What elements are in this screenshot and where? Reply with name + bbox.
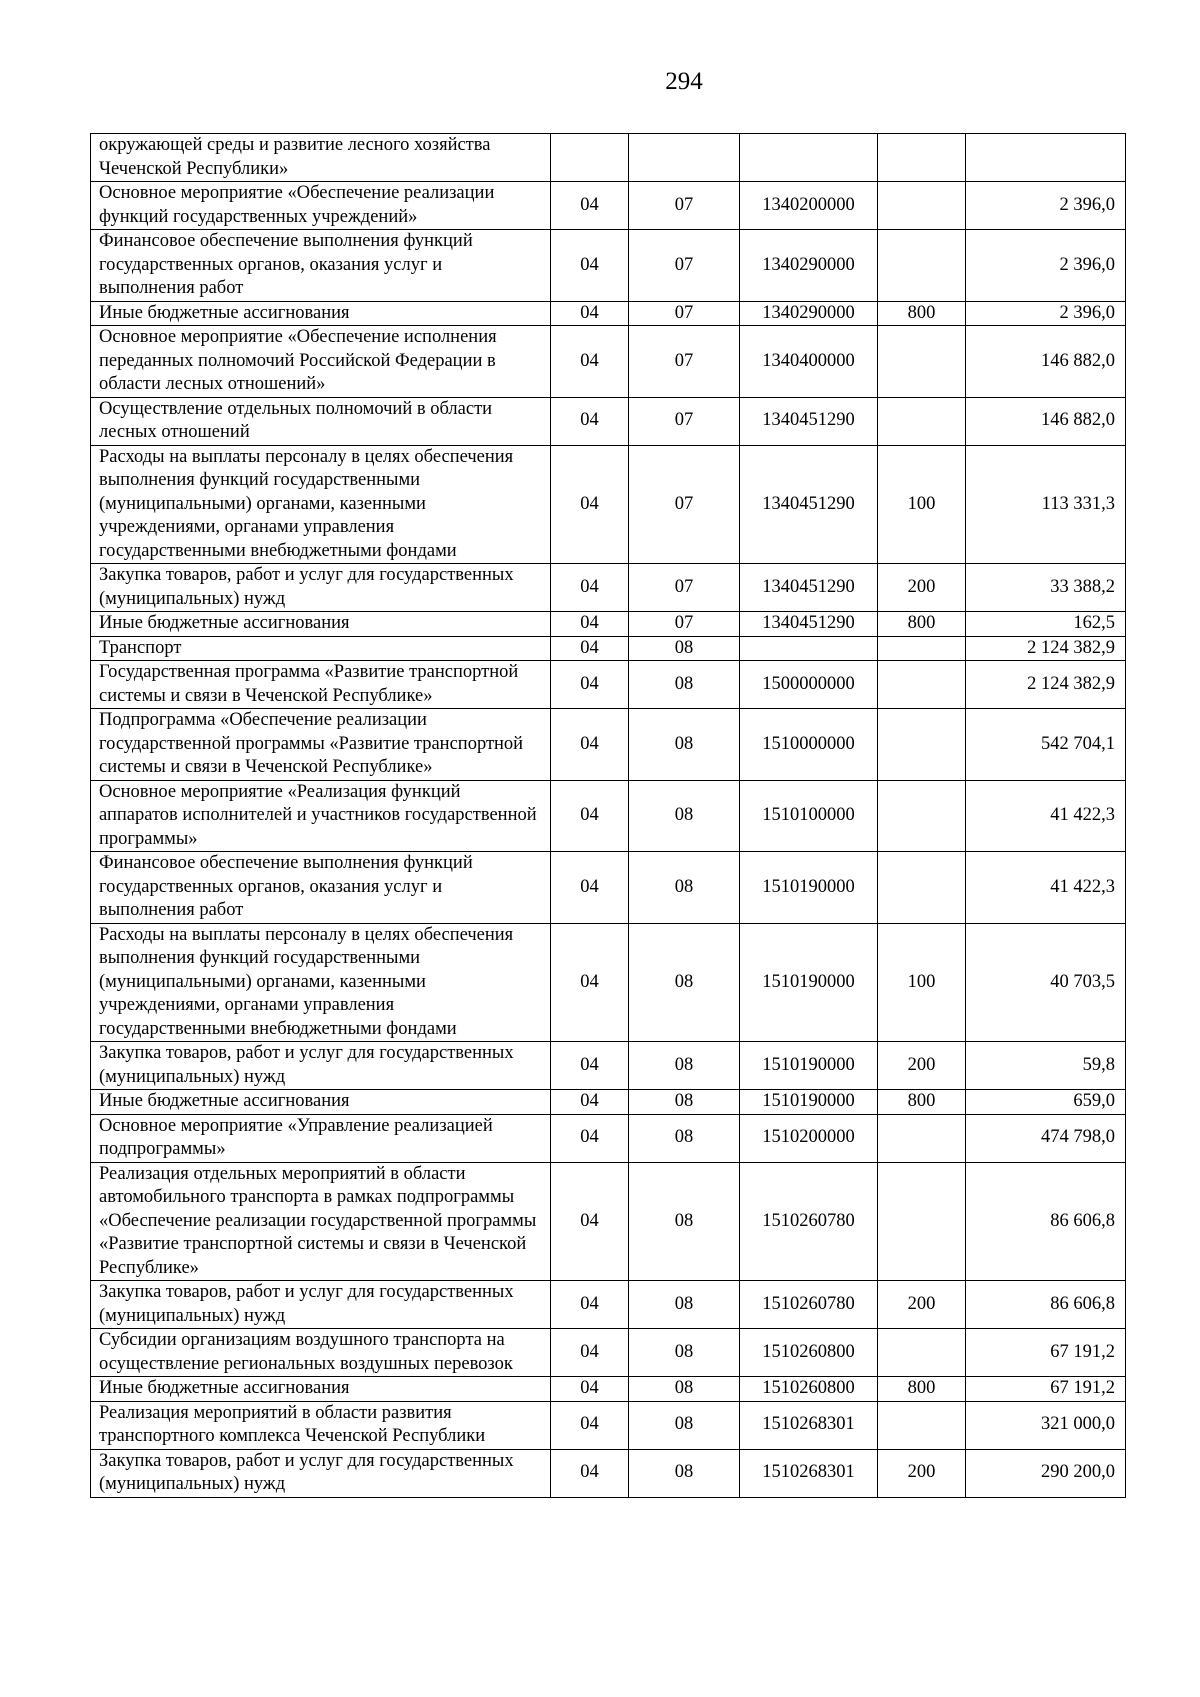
- item-name-cell: Иные бюджетные ассигнования: [91, 301, 551, 326]
- amount-cell: 2 124 382,9: [966, 661, 1126, 709]
- target-article-cell: 1340290000: [740, 230, 878, 302]
- amount-cell: 59,8: [966, 1042, 1126, 1090]
- amount-cell: 86 606,8: [966, 1281, 1126, 1329]
- expense-type-cell: 200: [878, 1449, 966, 1497]
- item-name-cell: Закупка товаров, работ и услуг для государственных (муниципальных) нужд: [91, 1449, 551, 1497]
- expense-type-cell: [878, 1162, 966, 1281]
- expense-type-cell: [878, 636, 966, 661]
- section-code-cell: 04: [551, 709, 629, 781]
- expense-type-cell: [878, 182, 966, 230]
- target-article-cell: 1510190000: [740, 852, 878, 924]
- amount-cell: 146 882,0: [966, 326, 1126, 398]
- item-name-cell: Финансовое обеспечение выполнения функций государственных органов, оказания услуг и выполнения работ: [91, 230, 551, 302]
- amount-cell: 290 200,0: [966, 1449, 1126, 1497]
- table-row: [91, 182, 1126, 230]
- expense-type-cell: [878, 852, 966, 924]
- item-name-cell: Финансовое обеспечение выполнения функций государственных органов, оказания услуг и выполнения работ: [91, 852, 551, 924]
- item-name-cell: Закупка товаров, работ и услуг для государственных (муниципальных) нужд: [91, 1042, 551, 1090]
- section-code-cell: 04: [551, 1042, 629, 1090]
- subsection-code-cell: 08: [629, 1162, 740, 1281]
- amount-cell: 659,0: [966, 1090, 1126, 1115]
- item-name-cell: Иные бюджетные ассигнования: [91, 1090, 551, 1115]
- subsection-code-cell: 08: [629, 923, 740, 1042]
- section-code-cell: 04: [551, 923, 629, 1042]
- target-article-cell: 1340451290: [740, 612, 878, 637]
- section-code-cell: 04: [551, 1090, 629, 1115]
- target-article-cell: 1340451290: [740, 445, 878, 564]
- item-name-cell: Подпрограмма «Обеспечение реализации государственной программы «Развитие транспортной системы и связи в Чеченской Республике»: [91, 709, 551, 781]
- table-row: [91, 1162, 1126, 1281]
- budget-table: [90, 133, 1126, 1498]
- amount-cell: 2 396,0: [966, 230, 1126, 302]
- item-name-cell: Реализация отдельных мероприятий в области автомобильного транспорта в рамках подпрограммы «Обеспечение реализации государственной программы «Развитие транспортной системы и связи в Чеченской Республике»: [91, 1162, 551, 1281]
- expense-type-cell: [878, 780, 966, 852]
- amount-cell: 113 331,3: [966, 445, 1126, 564]
- section-code-cell: 04: [551, 1162, 629, 1281]
- subsection-code-cell: 08: [629, 1401, 740, 1449]
- target-article-cell: 1510260780: [740, 1281, 878, 1329]
- item-name-cell: Закупка товаров, работ и услуг для государственных (муниципальных) нужд: [91, 564, 551, 612]
- section-code-cell: 04: [551, 1401, 629, 1449]
- item-name-cell: Расходы на выплаты персоналу в целях обеспечения выполнения функций государственными (муниципальными) органами, казенными учреждениями, органами управления государственными внебюджетными фондами: [91, 445, 551, 564]
- target-article-cell: 1340400000: [740, 326, 878, 398]
- expense-type-cell: [878, 661, 966, 709]
- section-code-cell: 04: [551, 1449, 629, 1497]
- table-row: [91, 1281, 1126, 1329]
- table-row: [91, 564, 1126, 612]
- subsection-code-cell: 07: [629, 182, 740, 230]
- section-code-cell: 04: [551, 612, 629, 637]
- table-row: [91, 326, 1126, 398]
- subsection-code-cell: 08: [629, 1377, 740, 1402]
- expense-type-cell: 800: [878, 301, 966, 326]
- section-code-cell: 04: [551, 852, 629, 924]
- expense-type-cell: [878, 709, 966, 781]
- expense-type-cell: [878, 134, 966, 182]
- target-article-cell: 1510260800: [740, 1329, 878, 1377]
- expense-type-cell: 800: [878, 1377, 966, 1402]
- target-article-cell: 1510190000: [740, 923, 878, 1042]
- target-article-cell: 1510190000: [740, 1042, 878, 1090]
- subsection-code-cell: 07: [629, 397, 740, 445]
- subsection-code-cell: 07: [629, 301, 740, 326]
- section-code-cell: 04: [551, 1329, 629, 1377]
- table-row: [91, 445, 1126, 564]
- subsection-code-cell: [629, 134, 740, 182]
- section-code-cell: 04: [551, 564, 629, 612]
- amount-cell: 41 422,3: [966, 852, 1126, 924]
- page-number: 294: [665, 68, 703, 95]
- item-name-cell: Государственная программа «Развитие транспортной системы и связи в Чеченской Республике»: [91, 661, 551, 709]
- amount-cell: 474 798,0: [966, 1114, 1126, 1162]
- item-name-cell: Основное мероприятие «Обеспечение исполнения переданных полномочий Российской Федерации в области лесных отношений»: [91, 326, 551, 398]
- amount-cell: [966, 134, 1126, 182]
- table-row: [91, 852, 1126, 924]
- table-row: [91, 1042, 1126, 1090]
- target-article-cell: 1510268301: [740, 1449, 878, 1497]
- target-article-cell: 1510100000: [740, 780, 878, 852]
- section-code-cell: 04: [551, 636, 629, 661]
- amount-cell: 2 124 382,9: [966, 636, 1126, 661]
- table-row: [91, 1090, 1126, 1115]
- subsection-code-cell: 08: [629, 1329, 740, 1377]
- target-article-cell: 1500000000: [740, 661, 878, 709]
- expense-type-cell: [878, 230, 966, 302]
- item-name-cell: Основное мероприятие «Управление реализацией подпрограммы»: [91, 1114, 551, 1162]
- item-name-cell: Транспорт: [91, 636, 551, 661]
- amount-cell: 33 388,2: [966, 564, 1126, 612]
- subsection-code-cell: 07: [629, 564, 740, 612]
- target-article-cell: 1340290000: [740, 301, 878, 326]
- item-name-cell: окружающей среды и развитие лесного хозяйства Чеченской Республики»: [91, 134, 551, 182]
- amount-cell: 40 703,5: [966, 923, 1126, 1042]
- expense-type-cell: 800: [878, 612, 966, 637]
- section-code-cell: 04: [551, 397, 629, 445]
- subsection-code-cell: 08: [629, 1114, 740, 1162]
- amount-cell: 542 704,1: [966, 709, 1126, 781]
- table-row: [91, 1449, 1126, 1497]
- subsection-code-cell: 08: [629, 780, 740, 852]
- subsection-code-cell: 08: [629, 1281, 740, 1329]
- table-row: [91, 134, 1126, 182]
- table-row: [91, 1401, 1126, 1449]
- subsection-code-cell: 07: [629, 612, 740, 637]
- table-row: [91, 230, 1126, 302]
- subsection-code-cell: 08: [629, 1449, 740, 1497]
- amount-cell: 162,5: [966, 612, 1126, 637]
- target-article-cell: 1340200000: [740, 182, 878, 230]
- item-name-cell: Реализация мероприятий в области развития транспортного комплекса Чеченской Республики: [91, 1401, 551, 1449]
- expense-type-cell: [878, 1114, 966, 1162]
- table-body: [91, 134, 1126, 1498]
- item-name-cell: Осуществление отдельных полномочий в области лесных отношений: [91, 397, 551, 445]
- subsection-code-cell: 08: [629, 1042, 740, 1090]
- table-row: [91, 780, 1126, 852]
- expense-type-cell: 200: [878, 1042, 966, 1090]
- target-article-cell: 1340451290: [740, 397, 878, 445]
- amount-cell: 2 396,0: [966, 301, 1126, 326]
- amount-cell: 67 191,2: [966, 1377, 1126, 1402]
- target-article-cell: 1510000000: [740, 709, 878, 781]
- target-article-cell: [740, 134, 878, 182]
- table-row: [91, 612, 1126, 637]
- target-article-cell: 1340451290: [740, 564, 878, 612]
- amount-cell: 2 396,0: [966, 182, 1126, 230]
- table-row: [91, 397, 1126, 445]
- item-name-cell: Основное мероприятие «Обеспечение реализации функций государственных учреждений»: [91, 182, 551, 230]
- item-name-cell: Расходы на выплаты персоналу в целях обеспечения выполнения функций государственными (муниципальными) органами, казенными учреждениями, органами управления государственными внебюджетными фондами: [91, 923, 551, 1042]
- section-code-cell: [551, 134, 629, 182]
- amount-cell: 146 882,0: [966, 397, 1126, 445]
- subsection-code-cell: 08: [629, 852, 740, 924]
- subsection-code-cell: 08: [629, 1090, 740, 1115]
- table-row: [91, 923, 1126, 1042]
- item-name-cell: Закупка товаров, работ и услуг для государственных (муниципальных) нужд: [91, 1281, 551, 1329]
- amount-cell: 321 000,0: [966, 1401, 1126, 1449]
- section-code-cell: 04: [551, 301, 629, 326]
- expense-type-cell: 200: [878, 564, 966, 612]
- amount-cell: 41 422,3: [966, 780, 1126, 852]
- item-name-cell: Основное мероприятие «Реализация функций аппаратов исполнителей и участников государственной программы»: [91, 780, 551, 852]
- section-code-cell: 04: [551, 780, 629, 852]
- expense-type-cell: [878, 1329, 966, 1377]
- section-code-cell: 04: [551, 661, 629, 709]
- amount-cell: 86 606,8: [966, 1162, 1126, 1281]
- subsection-code-cell: 07: [629, 445, 740, 564]
- table-row: [91, 1114, 1126, 1162]
- item-name-cell: Субсидии организациям воздушного транспорта на осуществление региональных воздушных перевозок: [91, 1329, 551, 1377]
- section-code-cell: 04: [551, 1114, 629, 1162]
- table-row: [91, 1329, 1126, 1377]
- section-code-cell: 04: [551, 1377, 629, 1402]
- subsection-code-cell: 07: [629, 326, 740, 398]
- subsection-code-cell: 08: [629, 661, 740, 709]
- expense-type-cell: [878, 1401, 966, 1449]
- table-row: [91, 661, 1126, 709]
- table-row: [91, 1377, 1126, 1402]
- section-code-cell: 04: [551, 230, 629, 302]
- amount-cell: 67 191,2: [966, 1329, 1126, 1377]
- expense-type-cell: 100: [878, 445, 966, 564]
- target-article-cell: 1510260780: [740, 1162, 878, 1281]
- section-code-cell: 04: [551, 445, 629, 564]
- table-row: [91, 709, 1126, 781]
- section-code-cell: 04: [551, 182, 629, 230]
- table-row: [91, 301, 1126, 326]
- item-name-cell: Иные бюджетные ассигнования: [91, 612, 551, 637]
- target-article-cell: 1510260800: [740, 1377, 878, 1402]
- expense-type-cell: 200: [878, 1281, 966, 1329]
- item-name-cell: Иные бюджетные ассигнования: [91, 1377, 551, 1402]
- subsection-code-cell: 07: [629, 230, 740, 302]
- table-row: [91, 636, 1126, 661]
- expense-type-cell: [878, 326, 966, 398]
- target-article-cell: 1510190000: [740, 1090, 878, 1115]
- expense-type-cell: [878, 397, 966, 445]
- target-article-cell: 1510200000: [740, 1114, 878, 1162]
- subsection-code-cell: 08: [629, 636, 740, 661]
- target-article-cell: [740, 636, 878, 661]
- expense-type-cell: 800: [878, 1090, 966, 1115]
- subsection-code-cell: 08: [629, 709, 740, 781]
- target-article-cell: 1510268301: [740, 1401, 878, 1449]
- expense-type-cell: 100: [878, 923, 966, 1042]
- section-code-cell: 04: [551, 1281, 629, 1329]
- section-code-cell: 04: [551, 326, 629, 398]
